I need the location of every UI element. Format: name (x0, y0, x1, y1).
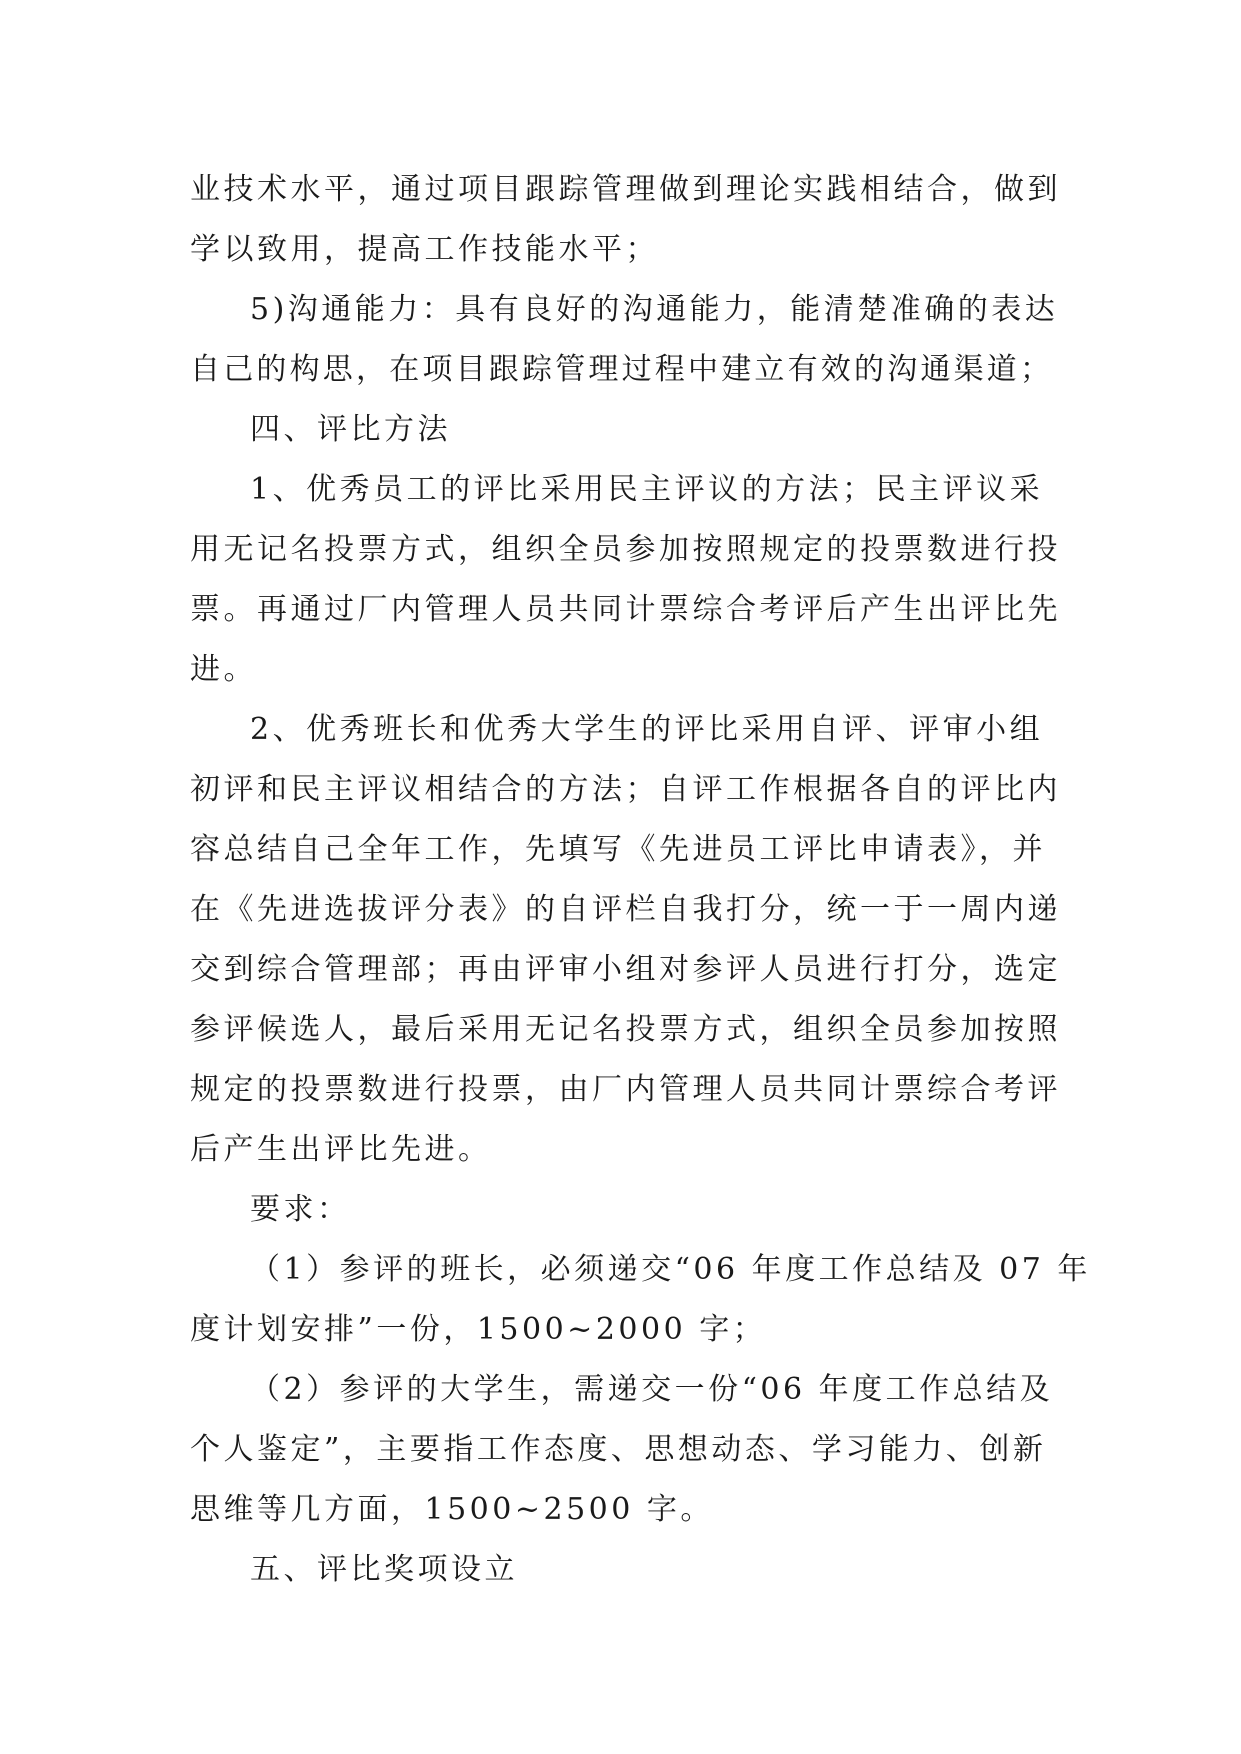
text-line: 进。 (190, 652, 257, 687)
text-line: 度计划安排”一份，1500~2000 字； (190, 1312, 767, 1347)
text-line: 票。再通过厂内管理人员共同计票综合考评后产生出评比先 (190, 592, 1061, 627)
text-line: 自己的构思，在项目跟踪管理过程中建立有效的沟通渠道； (190, 352, 1054, 387)
text-line: 容总结自己全年工作，先填写《先进员工评比申请表》，并 (190, 832, 1046, 867)
text-line: 用无记名投票方式，组织全员参加按照规定的投票数进行投 (190, 532, 1061, 567)
section-heading: 五、评比奖项设立 (250, 1552, 518, 1587)
text-line: （1）参评的班长，必须递交“06 年度工作总结及 07 年 (250, 1252, 1091, 1287)
text-line: 个人鉴定”，主要指工作态度、思想动态、学习能力、创新 (190, 1432, 1047, 1467)
text-line: 2、优秀班长和优秀大学生的评比采用自评、评审小组 (250, 712, 1044, 747)
text-line: 初评和民主评议相结合的方法；自评工作根据各自的评比内 (190, 772, 1061, 807)
text-line: 后产生出评比先进。 (190, 1132, 492, 1167)
text-line: 学以致用，提高工作技能水平； (190, 232, 659, 267)
section-heading: 四、评比方法 (250, 412, 451, 447)
text-line: 5)沟通能力：具有良好的沟通能力，能清楚准确的表达 (250, 292, 1059, 327)
text-line: 交到综合管理部；再由评审小组对参评人员进行打分，选定 (190, 952, 1061, 987)
document-page (190, 160, 1091, 1600)
text-line: 在《先进选拔评分表》的自评栏自我打分，统一于一周内递 (190, 892, 1061, 927)
text-line: 规定的投票数进行投票，由厂内管理人员共同计票综合考评 (190, 1072, 1061, 1107)
text-line: 思维等几方面，1500~2500 字。 (190, 1492, 714, 1527)
requirements-heading: 要求： (250, 1192, 351, 1227)
text-line: （2）参评的大学生，需递交一份“06 年度工作总结及 (250, 1372, 1054, 1407)
text-line: 参评候选人，最后采用无记名投票方式，组织全员参加按照 (190, 1012, 1061, 1047)
text-line: 业技术水平，通过项目跟踪管理做到理论实践相结合，做到 (190, 172, 1061, 207)
text-line: 1、优秀员工的评比采用民主评议的方法；民主评议采 (250, 472, 1044, 507)
